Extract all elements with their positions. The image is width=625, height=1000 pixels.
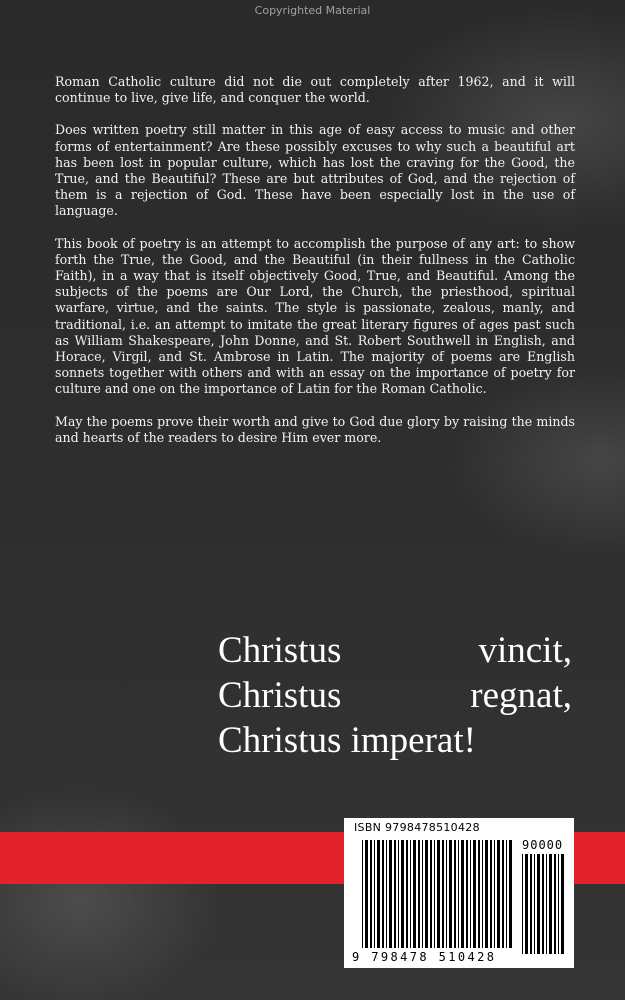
- barcode-bar: [461, 840, 464, 948]
- barcode-bar: [377, 840, 380, 948]
- blurb-text: [55, 74, 575, 462]
- barcode-bar: [398, 840, 399, 948]
- motto-line: [218, 718, 572, 763]
- barcode-bar: [386, 840, 387, 948]
- barcode-bar: [434, 840, 435, 948]
- barcode-bar: [542, 854, 544, 954]
- latin-motto: [218, 628, 572, 763]
- barcode-bar: [425, 840, 428, 948]
- barcode-digits: 9 798478 510428: [352, 950, 497, 964]
- barcode-bars-icon: [362, 840, 512, 948]
- barcode-addon-bars-icon: [522, 854, 566, 954]
- motto-line: [218, 673, 572, 718]
- barcode-bar: [490, 840, 492, 948]
- barcode-bar: [446, 840, 447, 948]
- barcode-bar: [406, 840, 408, 948]
- barcode-bar: [365, 840, 368, 948]
- barcode-bar: [522, 854, 523, 954]
- barcode-bar: [502, 840, 504, 948]
- blurb-paragraph: This book of poetry is an attempt to accomplish the purpose of any art: to show forth the True, the Good, and the Beautiful (in their fullness in the Catholic Faith), in a way that is itself objectively Good, True, and Beautiful. Among the subjects of the poems are Our Lord, the Church, the priesthood, spiritual warfare, virtue, and the saints. The style is passionate, zealous, manly, and traditional, i.e. an attempt to imitate the great literary figures of ages past such as William Shakespeare, John Donne, and St. Robert Southwell in English, and Horace, Virgil, and St. Ambrose in Latin. The majority of poems are English sonnets together with others and with an essay on the importance of poetry for culture and one on the importance of Latin for the Roman Catholic.: [55, 235, 575, 397]
- motto-line: [218, 628, 572, 673]
- barcode-bar: [466, 840, 468, 948]
- barcode-bar: [530, 854, 532, 954]
- barcode-bar: [442, 840, 444, 948]
- barcode-bar: [525, 854, 528, 954]
- barcode-bar: [534, 854, 535, 954]
- barcode-bar: [485, 840, 488, 948]
- barcode-bar: [454, 840, 456, 948]
- barcode-bar: [546, 854, 547, 954]
- barcode-bar: [418, 840, 420, 948]
- barcode-bar: [430, 840, 432, 948]
- barcode-bar: [482, 840, 483, 948]
- motto-word: vincit,: [478, 630, 572, 671]
- barcode-bar: [470, 840, 471, 948]
- barcode-bar: [422, 840, 423, 948]
- isbn-barcode: [344, 818, 574, 968]
- blurb-paragraph: Roman Catholic culture did not die out completely after 1962, and it will continue to live, give life, and conquer the world.: [55, 74, 575, 106]
- price-code: 90000: [522, 838, 564, 852]
- barcode-bar: [382, 840, 384, 948]
- barcode-bar: [370, 840, 372, 948]
- isbn-label: ISBN 9798478510428: [354, 821, 480, 834]
- copyright-watermark: Copyrighted Material: [254, 4, 371, 17]
- motto-word: Christus imperat!: [218, 720, 476, 761]
- barcode-bar: [558, 854, 559, 954]
- barcode-bar: [362, 840, 363, 948]
- barcode-bar: [410, 840, 411, 948]
- barcode-bar: [506, 840, 507, 948]
- blurb-paragraph: May the poems prove their worth and give to God due glory by raising the minds and hearts of the readers to desire Him ever more.: [55, 413, 575, 445]
- barcode-bar: [494, 840, 495, 948]
- barcode-bar: [394, 840, 396, 948]
- barcode-bar: [458, 840, 459, 948]
- barcode-bar: [554, 854, 556, 954]
- barcode-bar: [437, 840, 440, 948]
- motto-word: Christus: [218, 630, 342, 671]
- blurb-paragraph: Does written poetry still matter in this age of easy access to music and other forms of entertainment? Are these possibly excuses to why such a beautiful art has been lost in popular culture, which has lost the craving for the Good, the True, and the Beautiful? These are but attributes of God, and the rejection of them is a rejection of God. These have been especially lost in the use of language.: [55, 122, 575, 219]
- barcode-bar: [509, 840, 512, 948]
- barcode-bar: [537, 854, 540, 954]
- motto-word: Christus: [218, 675, 342, 716]
- motto-word: regnat,: [470, 675, 572, 716]
- barcode-bar: [449, 840, 452, 948]
- barcode-bar: [497, 840, 500, 948]
- barcode-bar: [413, 840, 416, 948]
- barcode-bar: [561, 854, 564, 954]
- barcode-bar: [389, 840, 392, 948]
- barcode-bar: [478, 840, 480, 948]
- barcode-bar: [549, 854, 552, 954]
- barcode-bar: [374, 840, 375, 948]
- barcode-bar: [473, 840, 476, 948]
- barcode-bar: [401, 840, 404, 948]
